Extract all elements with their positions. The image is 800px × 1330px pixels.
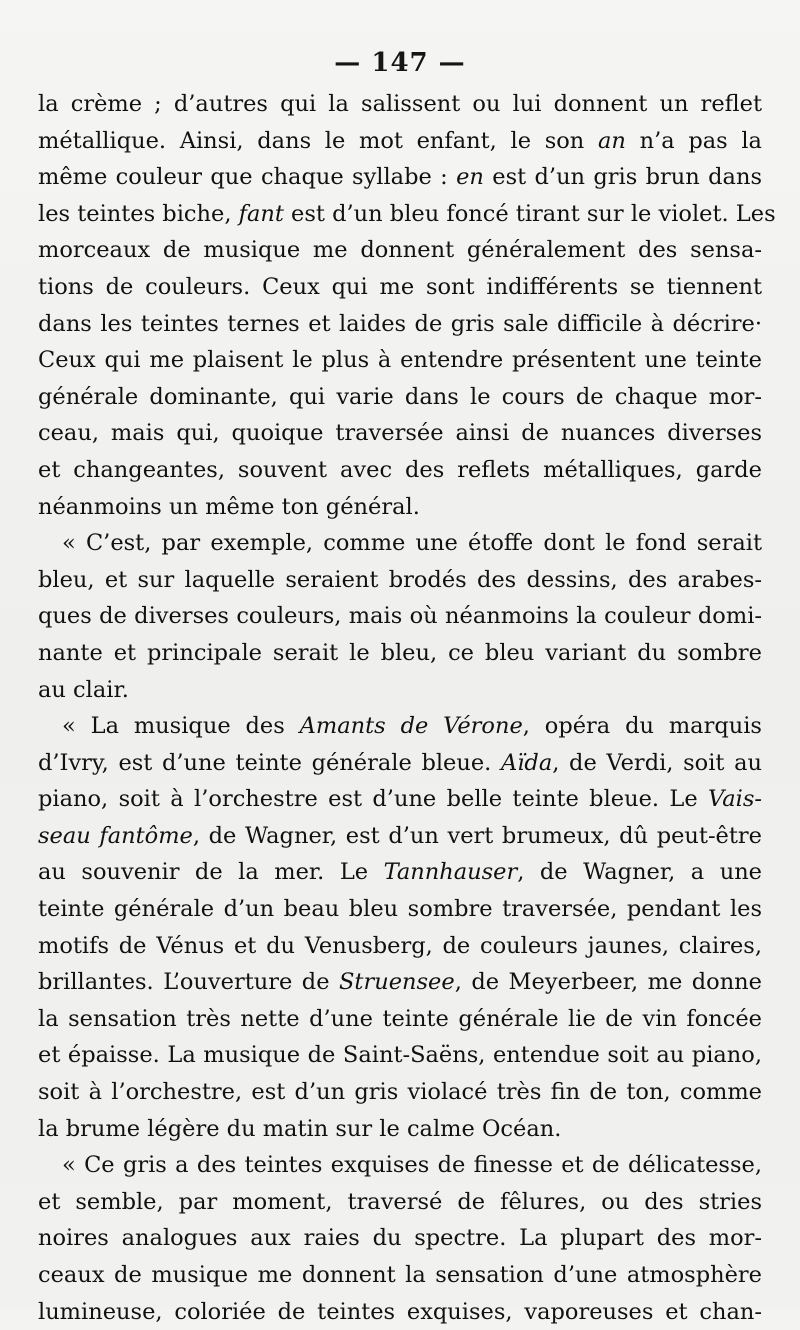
text-span: la brume légère du matin sur le calme Océan. xyxy=(38,1115,562,1142)
paragraph xyxy=(38,525,762,708)
paragraph xyxy=(38,708,762,1147)
body-text xyxy=(38,86,776,1330)
italic-span: Tannhauser xyxy=(383,859,518,886)
text-line xyxy=(38,1037,762,1074)
text-line xyxy=(38,1220,762,1257)
text-line xyxy=(38,891,762,928)
italic-span: Struensee xyxy=(339,969,455,996)
text-span: , de Verdi, soit au xyxy=(552,749,762,776)
text-span: métallique. Ainsi, dans le mot enfant, le son xyxy=(38,127,598,154)
text-line xyxy=(38,86,762,123)
text-span: tions de couleurs. Ceux qui me sont indifférents se tiennent xyxy=(38,273,762,300)
text-span: néanmoins un même ton général. xyxy=(38,493,420,520)
text-line xyxy=(38,928,762,965)
text-line xyxy=(38,1294,762,1330)
italic-span: Amants de Vérone xyxy=(299,713,523,740)
text-span: la sensation très nette d’une teinte générale lie de vin foncée xyxy=(38,1005,762,1032)
paragraph xyxy=(38,1147,762,1330)
text-span: d’Ivry, est d’une teinte générale bleue. xyxy=(38,749,501,776)
paragraph xyxy=(38,86,776,525)
text-line xyxy=(38,525,762,562)
text-line xyxy=(38,159,762,196)
text-span: motifs de Vénus et du Venusberg, de couleurs jaunes, claires, xyxy=(38,932,762,959)
text-line xyxy=(38,854,762,891)
text-span: brillantes. L’ouverture de xyxy=(38,969,339,996)
text-span: , de Meyerbeer, me donne xyxy=(454,969,762,996)
text-span: est d’un gris brun dans xyxy=(483,164,762,191)
page-number: — 147 — xyxy=(334,48,466,78)
text-line xyxy=(38,598,762,635)
text-line xyxy=(38,1184,762,1221)
text-span: bleu, et sur laquelle seraient brodés des dessins, des arabes- xyxy=(38,566,762,593)
text-span: « C’est, par exemple, comme une étoffe dont le fond serait xyxy=(62,530,762,557)
text-line xyxy=(38,452,762,489)
text-line xyxy=(38,1147,762,1184)
text-span: soit à l’orchestre, est d’un gris violacé très fin de ton, comme xyxy=(38,1079,762,1106)
text-line xyxy=(38,635,762,672)
text-span: , de Wagner, a une xyxy=(517,859,762,886)
italic-span: Vais- xyxy=(708,786,762,813)
text-line xyxy=(38,196,776,233)
text-line xyxy=(38,672,762,709)
text-span: générale dominante, qui varie dans le cours de chaque mor- xyxy=(38,383,762,410)
text-line xyxy=(38,745,762,782)
text-span: au souvenir de la mer. Le xyxy=(38,859,384,886)
text-line xyxy=(38,306,762,343)
text-line xyxy=(38,562,762,599)
text-line xyxy=(38,1001,762,1038)
italic-span: an xyxy=(597,127,626,154)
text-span: lumineuse, coloriée de teintes exquises, vaporeuses et chan- xyxy=(38,1298,762,1325)
text-span: teinte générale d’un beau bleu sombre traversée, pendant les xyxy=(38,896,762,923)
text-span: Ceux qui me plaisent le plus à entendre présentent une teinte xyxy=(38,347,762,374)
text-line xyxy=(38,964,762,1001)
text-span: dans les teintes ternes et laides de gris sale difficile à décrire· xyxy=(38,310,762,337)
text-span: et changeantes, souvent avec des reflets métalliques, garde xyxy=(38,456,762,483)
text-line xyxy=(38,342,762,379)
text-span: la crème ; d’autres qui la salissent ou lui donnent un reflet xyxy=(38,91,762,117)
text-line xyxy=(38,123,762,160)
text-line xyxy=(38,708,762,745)
text-line xyxy=(38,232,762,269)
text-span: « La musique des xyxy=(62,713,300,740)
text-span: au clair. xyxy=(38,676,129,703)
text-span: les teintes biche, xyxy=(38,200,239,227)
italic-span: seau fantôme xyxy=(38,822,193,849)
text-span: ceaux de musique me donnent la sensation d’une atmosphère xyxy=(38,1262,762,1288)
text-line xyxy=(38,1074,762,1111)
italic-span: en xyxy=(456,164,484,191)
italic-span: Aïda xyxy=(500,749,553,776)
text-span: n’a pas la xyxy=(625,127,762,154)
text-span: , opéra du marquis xyxy=(522,713,762,740)
text-line xyxy=(38,489,762,526)
text-line xyxy=(38,1257,762,1294)
text-span: « Ce gris a des teintes exquises de finesse et de délicatesse, xyxy=(62,1152,762,1179)
text-span: nante et principale serait le bleu, ce bleu variant du sombre xyxy=(38,639,762,666)
text-span: ques de diverses couleurs, mais où néanmoins la couleur domi- xyxy=(38,603,762,630)
text-span: morceaux de musique me donnent généralement des sensa- xyxy=(38,237,762,264)
text-line xyxy=(38,818,762,855)
text-line xyxy=(38,379,762,416)
text-span: noires analogues aux raies du spectre. La plupart des mor- xyxy=(38,1225,762,1252)
text-span: ceau, mais qui, quoique traversée ainsi de nuances diverses xyxy=(38,420,762,447)
text-line xyxy=(38,415,762,452)
italic-span: fant xyxy=(238,200,284,227)
text-line xyxy=(38,781,762,818)
text-span: même couleur que chaque syllabe : xyxy=(38,164,457,191)
text-line xyxy=(38,269,762,306)
text-span: et semble, par moment, traversé de fêlures, ou des stries xyxy=(38,1188,762,1215)
text-span: , de Wagner, est d’un vert brumeux, dû peut-être xyxy=(192,822,762,849)
text-span: est d’un bleu foncé tirant sur le violet. Les xyxy=(283,200,776,227)
text-span: piano, soit à l’orchestre est d’une belle teinte bleue. Le xyxy=(38,786,709,813)
text-line xyxy=(38,1111,762,1148)
text-span: et épaisse. La musique de Saint-Saëns, entendue soit au piano, xyxy=(38,1042,762,1069)
